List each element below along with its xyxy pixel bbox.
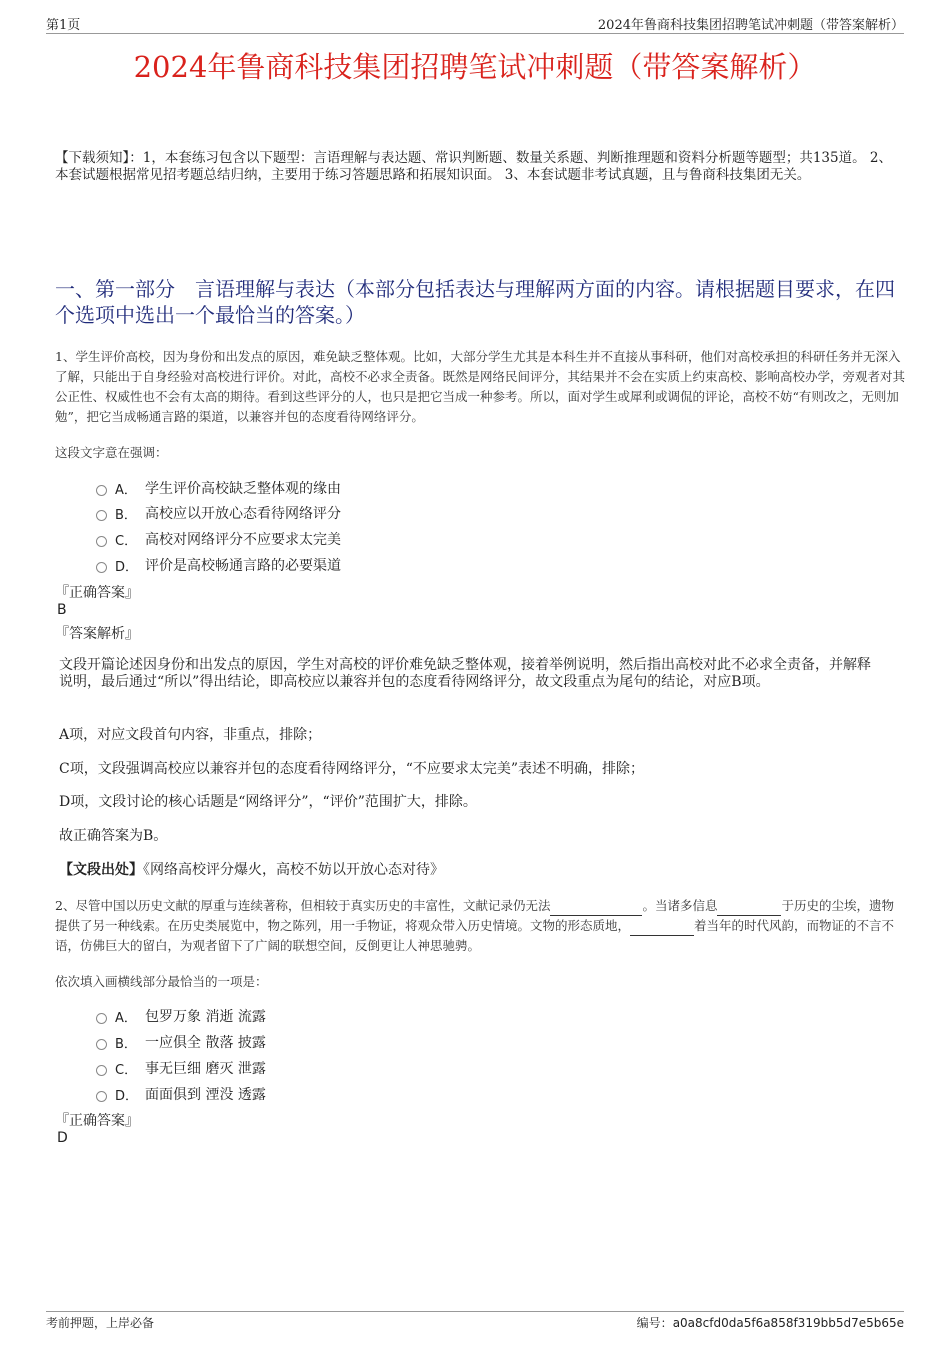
footer-slogan: 考前押题，上岸必备: [46, 1316, 155, 1330]
section-title: 一、第一部分 言语理解与表达（本部分包括表达与理解两方面的内容。请根据题目要求，在四个选项中选出一个最恰当的答案。）: [55, 277, 895, 327]
question-1-source: 【文段出处】《网络高校评分爆火，高校不妨以开放心态对待》: [59, 862, 444, 878]
analysis-paragraph: A项，对应文段首句内容，非重点，排除；: [59, 727, 322, 743]
radio-icon[interactable]: [96, 562, 107, 573]
page-number: 第1页: [46, 18, 81, 33]
question-1-text: 1、学生评价高校，因为身份和出发点的原因，难免缺乏整体观。比如，大部分学生尤其是本科生并不直接从事科研，他们对高校承担的科研任务并无深入了解，只能出于自身经验对高校进行评价。对此，高校不必求全责备。既然是网络民间评分，其结果并不会在实质上约束高校、影响高校办学，旁观者对其公正性、权威性也不会有太高的期待。看到这些评分的人，也只是把它当成一种参考。所以，面对学生或犀利或调侃的评论，高校不妨“有则改之，无则加勉”，把它当成畅通言路的渠道，以兼容并包的态度看待网络评分。: [55, 349, 906, 424]
question-1-answer: B: [57, 602, 67, 618]
header-doc-title: 2024年鲁商科技集团招聘笔试冲刺题（带答案解析）: [597, 18, 904, 33]
radio-icon[interactable]: [96, 1013, 107, 1024]
question-2-option-a[interactable]: A． 包罗万象 消逝 流露: [96, 1006, 266, 1026]
fill-blank[interactable]: [630, 922, 694, 936]
question-2-text: 2、尽管中国以历史文献的厚重与连续著称，但相较于真实历史的丰富性，文献记录仍无法 。当诸多信息 于历史的尘埃，遗物提供了另一种线索。在历史类展览中，物之陈列，用一手物证，将观众带入历史情境。文物的形态质地， 着当年的时代风韵，而物证的不言不语，仿佛巨大的留白，为观者留下了广阔的联想空间，反倒更让人神思驰骋。: [55, 898, 895, 953]
analysis-paragraph: 文段开篇论述因身份和出发点的原因，学生对高校的评价难免缺乏整体观，接着举例说明，然后指出高校对此不必求全责备，并解释说明，最后通过“所以”得出结论，即高校应以兼容并包的态度看待网络评分，故文段重点为尾句的结论，对应B项。: [59, 657, 871, 690]
question-2-option-d[interactable]: D． 面面俱到 湮没 透露: [96, 1084, 266, 1104]
radio-icon[interactable]: [96, 1065, 107, 1076]
radio-icon[interactable]: [96, 1091, 107, 1102]
radio-icon[interactable]: [96, 485, 107, 496]
footer-code: 编号：a0a8cfd0da5f6a858f319bb5d7e5b65e: [636, 1316, 904, 1330]
analysis-paragraph: 故正确答案为B。: [59, 828, 168, 844]
question-1-option-b[interactable]: B． 高校应以开放心态看待网络评分: [96, 503, 341, 523]
fill-blank[interactable]: [550, 902, 642, 916]
question-2-answer-label: 『正确答案』: [55, 1113, 139, 1129]
radio-icon[interactable]: [96, 1039, 107, 1050]
header-divider: [46, 33, 904, 34]
question-1-option-a[interactable]: A． 学生评价高校缺乏整体观的缘由: [96, 478, 341, 498]
question-1-option-d[interactable]: D． 评价是高校畅通言路的必要渠道: [96, 555, 341, 575]
question-1-prompt: 这段文字意在强调：: [55, 445, 168, 460]
radio-icon[interactable]: [96, 510, 107, 521]
page-title: 2024年鲁商科技集团招聘笔试冲刺题（带答案解析）: [133, 50, 817, 84]
analysis-paragraph: C项，文段强调高校应以兼容并包的态度看待网络评分，“不应要求太完美”表述不明确，排除；: [59, 761, 645, 777]
footer-divider: [46, 1311, 904, 1312]
fill-blank[interactable]: [717, 902, 781, 916]
radio-icon[interactable]: [96, 536, 107, 547]
question-2-prompt: 依次填入画横线部分最恰当的一项是：: [55, 974, 268, 989]
question-1-analysis-label: 『答案解析』: [55, 626, 139, 642]
question-2-answer: D: [57, 1130, 68, 1146]
download-notice: 【下载须知】：1，本套练习包含以下题型：言语理解与表达题、常识判断题、数量关系题、判断推理题和资料分析题等题型；共135道。 2、本套试题根据常见招考题总结归纳，主要用于练习答题思路和拓展知识面。 3、本套试题非考试真题，且与鲁商科技集团无关。: [55, 150, 892, 183]
question-1-option-c[interactable]: C． 高校对网络评分不应要求太完美: [96, 529, 341, 549]
analysis-paragraph: D项，文段讨论的核心话题是“网络评分”，“评价”范围扩大，排除。: [59, 794, 477, 810]
question-2-option-c[interactable]: C． 事无巨细 磨灭 泄露: [96, 1058, 266, 1078]
question-1-answer-label: 『正确答案』: [55, 585, 139, 601]
question-2-option-b[interactable]: B． 一应俱全 散落 披露: [96, 1032, 266, 1052]
